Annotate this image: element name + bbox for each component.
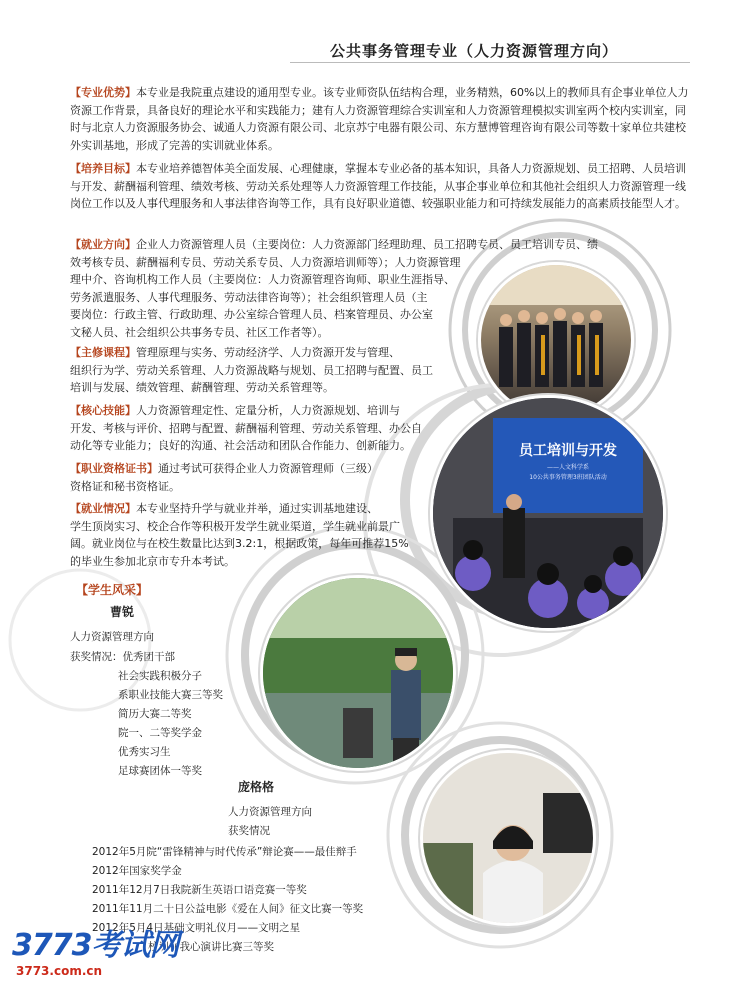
section-line: 动化等专业能力；良好的沟通、社会活动和团队合作能力、创新能力。 (70, 439, 411, 452)
section-line: 人力资源管理定性、定量分析，人力资源规划、培训与 (136, 404, 400, 417)
section-courses (70, 344, 490, 397)
section-line: 理中介、咨询机构工作人员（主要岗位：人力资源管理咨询师、职业生涯指导、 (70, 273, 455, 286)
section-line: 本专业坚持升学与就业并举，通过实训基地建设、 (136, 502, 378, 515)
section-line: 学生顶岗实习、校企合作等积极开发学生就业渠道，学生就业前景广 (70, 519, 400, 533)
watermark-url: 3773.com.cn (16, 964, 103, 978)
section-line: 资格证和秘书资格证。 (70, 479, 180, 493)
section-line: 文秘人员、社会组织公共事务专员、社区工作者等）。 (70, 325, 329, 339)
section-line: 劳务派遣服务、人事代理服务、劳动法律咨询等）；社会组织管理人员（主 (70, 290, 428, 304)
section-tag: 【专业优势】 (70, 86, 136, 99)
student1-award: 社会实践积极分子 (118, 670, 202, 682)
student1-award-title: 获奖情况：优秀团干部 (70, 651, 175, 663)
student1-name: 曹锐 (110, 605, 135, 619)
classroom-photo (430, 395, 666, 631)
section-line: 的毕业生参加北京市专升本考试。 (70, 554, 235, 568)
student2-award: 校训在我心演讲比赛三等奖 (148, 941, 274, 953)
title-rule (290, 62, 690, 63)
section-line: 管理原理与实务、劳动经济学、人力资源开发与管理、 (136, 346, 400, 359)
section-line: 要岗位：行政主管、行政助理、办公室综合管理人员、档案管理员、办公室 (70, 308, 433, 321)
section-tag: 【学生风采】 (76, 583, 149, 597)
student1-award: 简历大赛二等奖 (118, 708, 192, 720)
section-skills (70, 402, 490, 455)
student2-award: 2012年5月4日基础文明礼仪月——文明之星 (92, 922, 301, 934)
student2-award: 2012年国家奖学金 (92, 865, 182, 877)
section-students (76, 582, 148, 600)
section-advantage (70, 84, 690, 154)
section-tag: 【就业情况】 (70, 502, 136, 515)
student2-award: 2011年11月二十日公益电影《爱在人间》征文比赛一等奖 (92, 903, 364, 915)
student2-award: 2011年12月7日我院新生英语口语竞赛一等奖 (92, 884, 307, 896)
classroom-illustration (433, 398, 663, 628)
section-tag: 【核心技能】 (70, 404, 136, 417)
student1-award: 院一、二等奖学金 (118, 727, 202, 739)
student2-award: 2012年5月院“雷锋精神与时代传承”辩论赛——最佳辩手 (92, 846, 357, 858)
student2-name: 庞格格 (238, 780, 275, 794)
watermark-logo: 3773考试网 (12, 928, 179, 963)
watermark (12, 920, 179, 978)
student1-award: 系职业技能大赛三等奖 (118, 689, 223, 701)
section-line: 效考核专员、薪酬福利专员、劳动关系专员、人力资源培训师等）；人力资源管理 (70, 255, 461, 269)
student2-award-title: 获奖情况 (228, 825, 270, 837)
indoor-illustration (423, 753, 593, 923)
projector-title: 员工培训与开发 (519, 443, 617, 459)
projector-subtitle: ——人文科学系 (546, 464, 589, 471)
section-line: 阔。就业岗位与在校生数量比达到3.2:1，根据政策，每年可推荐15% (70, 537, 409, 550)
section-line: 通过考试可获得企业人力资源管理师（三级） (158, 462, 378, 475)
student1-major: 人力资源管理方向 (70, 631, 154, 643)
section-tag: 【主修课程】 (70, 346, 136, 359)
page-title: 公共事务管理专业（人力资源管理方向） (330, 40, 690, 61)
section-line: 企业人力资源管理人员（主要岗位：人力资源部门经理助理、员工招聘专员、员工培训专员、绩 (136, 238, 598, 251)
section-text: 本专业是我院重点建设的通用型专业。该专业师资队伍结构合理，业务精熟，60%以上的教师具有企事业单位人力资源工作背景，具备良好的理论水平和实践能力；建有人力资源管理综合实训室和人力资源管理模拟实训室两个校内实训室，同时与北京人力资源服务协会、诚通人力资源有限公司、北京苏宁电器有限公司、东方慧博管理咨询有限公司等数十家单位共建校外实训基地，形成了完善的实训就业体系。 (70, 86, 689, 152)
student2-photo (420, 750, 596, 926)
section-goal (70, 160, 690, 213)
student1-photo (260, 575, 456, 771)
group-photo-illustration (481, 265, 631, 415)
section-line: 开发、考核与评价、招聘与配置、薪酬福利管理、劳动关系管理、办公自 (70, 421, 422, 435)
section-tag: 【培养目标】 (70, 162, 136, 175)
projector-subtitle: 10公共事务管理3班团队活动 (529, 474, 607, 481)
section-cert (70, 460, 490, 495)
section-tag: 【就业方向】 (70, 238, 136, 251)
section-text: 本专业培养德智体美全面发展、心理健康，掌握本专业必备的基本知识，具备人力资源规划、员工招聘、人员培训与开发、薪酬福利管理、绩效考核、劳动关系处理等人力资源管理工作技能，从事企事业单位和其他社会组织人力资源管理一线岗位工作以及人事代理服务和人事法律咨询等工作，具有良好职业道德、较强职业能力和可持续发展能力的高素质技能型人才。 (70, 162, 686, 210)
section-tag: 【职业资格证书】 (70, 462, 158, 475)
student1-award: 足球赛团体一等奖 (118, 765, 202, 777)
section-line: 组织行为学、劳动关系管理、人力资源战略与规划、员工招聘与配置、员工 (70, 363, 433, 377)
student1-award: 优秀实习生 (118, 746, 171, 758)
outdoor-illustration (263, 578, 453, 768)
section-employment (70, 500, 490, 570)
section-line: 培训与发展、绩效管理、薪酬管理、劳动关系管理等。 (70, 381, 334, 394)
student2-major: 人力资源管理方向 (228, 806, 312, 818)
